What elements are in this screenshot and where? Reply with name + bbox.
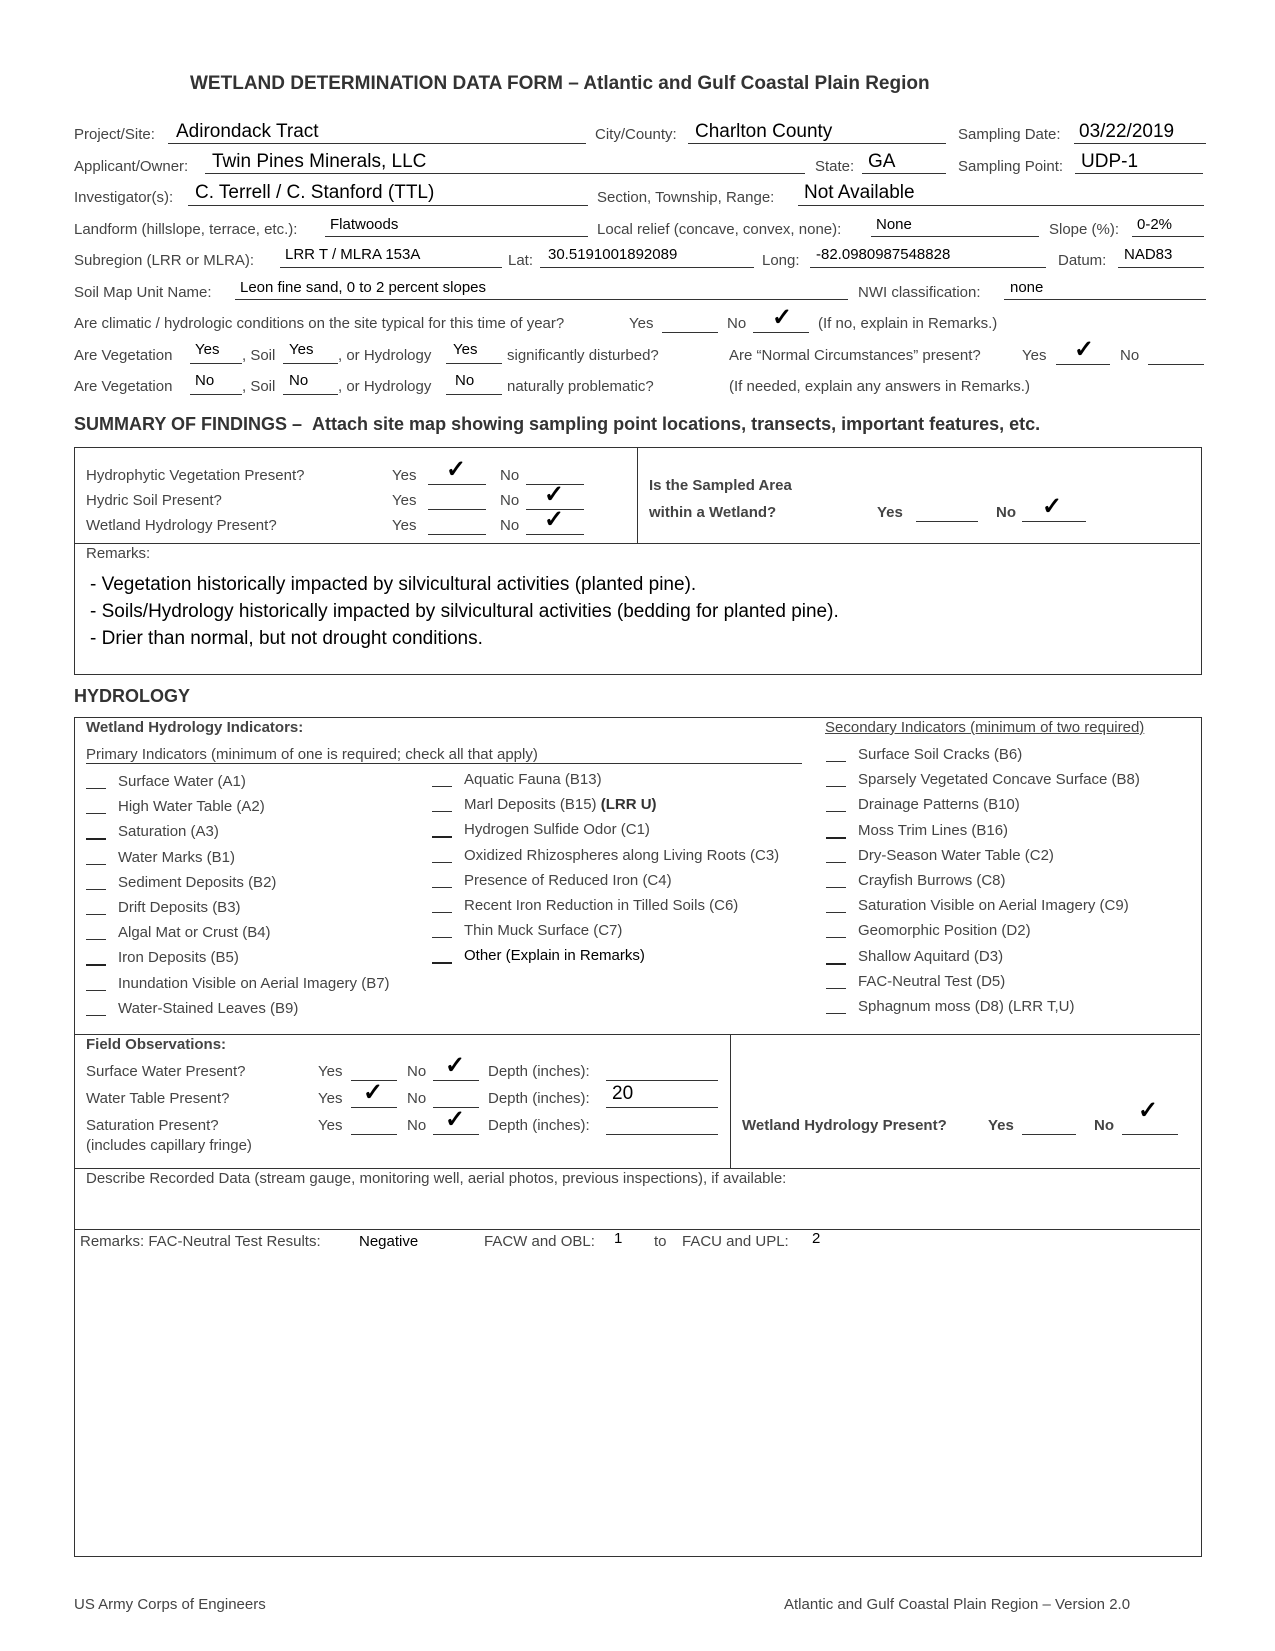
slope-value[interactable]: 0-2% [1137, 216, 1173, 233]
surface-water-no-field[interactable] [433, 1080, 479, 1081]
recorded-data-label: Describe Recorded Data (stream gauge, monitoring well, aerial photos, previous inspections), if available: [86, 1170, 787, 1187]
marl-lrr-suffix: (LRR U) [596, 796, 657, 814]
primary-a-checkbox[interactable] [86, 838, 106, 840]
facu-value[interactable]: 2 [812, 1230, 821, 1247]
footer-left: US Army Corps of Engineers [74, 1596, 266, 1613]
project-value[interactable]: Adirondack Tract [176, 121, 319, 142]
city-value[interactable]: Charlton County [695, 121, 833, 142]
climatic-explain: (If no, explain in Remarks.) [818, 315, 998, 332]
saturation-no-check: ✓ [445, 1106, 466, 1133]
sampled-no-check: ✓ [1042, 493, 1063, 520]
normal-no-field[interactable] [1148, 364, 1204, 365]
primary-a-checkbox[interactable] [86, 964, 106, 966]
needed-note: (If needed, explain any answers in Remarks.) [729, 378, 1030, 395]
water-table-label: Water Table Present? [86, 1090, 230, 1107]
primary-b-checkbox[interactable] [432, 912, 452, 913]
primary-a-checkbox[interactable] [86, 990, 106, 991]
secondary-label: Dry-Season Water Table (C2) [858, 846, 1054, 864]
problem-hydro-value[interactable]: No [455, 372, 475, 389]
primary-a-label: Saturation (A3) [118, 823, 219, 841]
saturation-yes-label: Yes [318, 1117, 343, 1134]
primary-b-label: Thin Muck Surface (C7) [464, 922, 623, 940]
point-label: Sampling Point: [958, 158, 1064, 175]
hydrophytic-yes-check: ✓ [446, 456, 467, 483]
sampled-no-field[interactable] [1022, 521, 1086, 522]
lat-label: Lat: [508, 252, 534, 269]
problem-soil-label: , Soil [242, 378, 276, 395]
field-observations-label: Field Observations: [86, 1036, 227, 1053]
datum-value[interactable]: NAD83 [1124, 246, 1173, 263]
wetland-hydro-no-field[interactable] [1122, 1134, 1178, 1135]
disturbed-hydro-label: , or Hydrology [338, 347, 432, 364]
disturbed-soil-label: , Soil [242, 347, 276, 364]
primary-a-checkbox[interactable] [86, 1015, 106, 1016]
primary-b-checkbox[interactable] [432, 811, 452, 812]
primary-a-label: Water Marks (B1) [118, 848, 235, 866]
wetland-hydrology-yes-field[interactable] [428, 534, 486, 535]
investigator-label: Investigator(s): [74, 189, 174, 206]
water-table-depth-value[interactable]: 20 [612, 1083, 634, 1104]
primary-b-label: Oxidized Rhizospheres along Living Roots (C3) [464, 846, 780, 864]
hydrophytic-label: Hydrophytic Vegetation Present? [86, 467, 305, 484]
primary-a-checkbox[interactable] [86, 813, 106, 814]
secondary-checkbox[interactable] [826, 862, 846, 863]
summary-remark-1: - Vegetation historically impacted by silvicultural activities (planted pine). [90, 574, 697, 595]
applicant-value[interactable]: Twin Pines Minerals, LLC [212, 151, 427, 172]
nwi-label: NWI classification: [858, 284, 981, 301]
summary-remarks-label: Remarks: [86, 545, 151, 562]
secondary-label: Secondary Indicators (minimum of two required) [825, 719, 1145, 736]
secondary-checkbox[interactable] [826, 912, 846, 913]
primary-b-checkbox[interactable] [432, 836, 452, 838]
summary-heading: SUMMARY OF FINDINGS – Attach site map showing sampling point locations, transects, important features, etc. [74, 414, 1041, 434]
disturbed-text: significantly disturbed? [507, 347, 659, 364]
primary-b-checkbox[interactable] [432, 887, 452, 888]
summary-remark-2: - Soils/Hydrology historically impacted by silvicultural activities (bedding for planted pine). [90, 601, 839, 622]
saturation-no-label: No [407, 1117, 427, 1134]
hydric-no-check: ✓ [544, 481, 565, 508]
primary-a-label: Inundation Visible on Aerial Imagery (B7) [118, 974, 390, 992]
landform-value[interactable]: Flatwoods [330, 216, 399, 233]
applicant-label: Applicant/Owner: [74, 158, 189, 175]
wetland-hydrology-yes-label: Yes [392, 517, 417, 534]
secondary-label: Drainage Patterns (B10) [858, 796, 1020, 814]
state-value[interactable]: GA [868, 151, 896, 172]
secondary-label: Sparsely Vegetated Concave Surface (B8) [858, 771, 1140, 789]
surface-water-no-label: No [407, 1063, 427, 1080]
hydric-no-label: No [500, 492, 520, 509]
sampled-area-label-2: within a Wetland? [649, 504, 777, 521]
surface-water-depth-label: Depth (inches): [488, 1063, 590, 1080]
primary-b-label: Recent Iron Reduction in Tilled Soils (C6) [464, 897, 739, 914]
date-value[interactable]: 03/22/2019 [1079, 121, 1175, 142]
wetland-hydrology-no-field[interactable] [526, 534, 584, 535]
wetland-hydro-no-label: No [1094, 1117, 1114, 1134]
point-value[interactable]: UDP-1 [1081, 151, 1139, 172]
secondary-label: Crayfish Burrows (C8) [858, 872, 1006, 889]
disturbed-veg-value[interactable]: Yes [195, 341, 220, 358]
water-table-depth-label: Depth (inches): [488, 1090, 590, 1107]
water-table-yes-check: ✓ [363, 1079, 384, 1106]
hydric-yes-field[interactable] [428, 509, 486, 510]
hydric-yes-label: Yes [392, 492, 417, 509]
primary-a-label: Iron Deposits (B5) [118, 949, 239, 967]
indicators-label: Wetland Hydrology Indicators: [86, 719, 304, 736]
primary-b-label: Other (Explain in Remarks) [464, 947, 645, 965]
water-table-yes-field[interactable] [351, 1107, 397, 1108]
soil-map-label: Soil Map Unit Name: [74, 284, 212, 301]
normal-yes-check: ✓ [1074, 336, 1095, 363]
problem-text: naturally problematic? [507, 378, 654, 395]
surface-water-no-check: ✓ [445, 1052, 466, 1079]
primary-b-label: Hydrogen Sulfide Odor (C1) [464, 821, 650, 839]
primary-b-checkbox[interactable] [432, 786, 452, 787]
climatic-yes-label: Yes [629, 315, 654, 332]
slope-label: Slope (%): [1049, 221, 1120, 238]
climatic-no-label: No [727, 315, 747, 332]
secondary-label: Sphagnum moss (D8) (LRR T,U) [858, 998, 1075, 1015]
saturation-no-field[interactable] [433, 1134, 479, 1135]
problem-veg-label: Are Vegetation [74, 378, 173, 395]
secondary-checkbox[interactable] [826, 761, 846, 762]
normal-question: Are “Normal Circumstances” present? [729, 347, 981, 364]
secondary-checkbox[interactable] [826, 786, 846, 787]
facw-value[interactable]: 1 [614, 1230, 623, 1247]
investigator-value[interactable]: C. Terrell / C. Stanford (TTL) [195, 182, 435, 203]
secondary-label: FAC-Neutral Test (D5) [858, 972, 1006, 990]
hydric-label: Hydric Soil Present? [86, 492, 222, 509]
primary-b-label: Presence of Reduced Iron (C4) [464, 871, 672, 889]
secondary-checkbox[interactable] [826, 837, 846, 839]
climatic-yes-field[interactable] [662, 332, 718, 333]
state-label: State: [815, 158, 855, 175]
climatic-no-field[interactable] [753, 332, 809, 333]
sampled-yes-field[interactable] [916, 521, 978, 522]
sampled-yes-label: Yes [877, 504, 903, 521]
secondary-checkbox[interactable] [826, 937, 846, 938]
section-label: Section, Township, Range: [597, 189, 775, 206]
sampled-area-label-1: Is the Sampled Area [649, 477, 792, 494]
disturbed-hydro-value[interactable]: Yes [453, 341, 478, 358]
primary-a-label: High Water Table (A2) [118, 798, 265, 816]
secondary-checkbox[interactable] [826, 811, 846, 812]
primary-b-label: Aquatic Fauna (B13) [464, 771, 602, 788]
to-label: to [654, 1233, 667, 1250]
primary-b-checkbox[interactable] [432, 962, 452, 964]
normal-yes-field[interactable] [1056, 364, 1110, 365]
surface-water-label: Surface Water Present? [86, 1063, 246, 1080]
primary-b-label: Marl Deposits (B15) (LRR U) [464, 796, 657, 814]
disturbed-soil-value[interactable]: Yes [289, 341, 314, 358]
form-title: WETLAND DETERMINATION DATA FORM – Atlantic and Gulf Coastal Plain Region [190, 73, 930, 94]
secondary-label: Saturation Visible on Aerial Imagery (C9) [858, 897, 1129, 915]
primary-a-checkbox[interactable] [86, 788, 106, 789]
city-label: City/County: [595, 126, 677, 143]
secondary-checkbox[interactable] [826, 887, 846, 888]
hydrophytic-yes-label: Yes [392, 467, 417, 484]
sampled-no-label: No [996, 504, 1016, 521]
primary-a-label: Water-Stained Leaves (B9) [118, 999, 299, 1017]
fac-result-value[interactable]: Negative [359, 1233, 419, 1250]
saturation-depth-field[interactable] [606, 1134, 718, 1135]
normal-yes-label: Yes [1022, 347, 1047, 364]
climatic-question: Are climatic / hydrologic conditions on the site typical for this time of year? [74, 315, 565, 332]
long-value[interactable]: -82.0980987548828 [816, 246, 951, 263]
wetland-hydro-yes-label: Yes [988, 1117, 1014, 1134]
secondary-checkbox[interactable] [826, 988, 846, 989]
primary-a-checkbox[interactable] [86, 914, 106, 915]
subregion-value[interactable]: LRR T / MLRA 153A [285, 246, 421, 263]
footer-right: Atlantic and Gulf Coastal Plain Region – Version 2.0 [784, 1596, 1131, 1613]
primary-label: Primary Indicators (minimum of one is required; check all that apply) [86, 746, 538, 763]
nwi-value[interactable]: none [1010, 279, 1044, 296]
primary-a-checkbox[interactable] [86, 864, 106, 865]
relief-label: Local relief (concave, convex, none): [597, 221, 842, 238]
saturation-yes-field[interactable] [351, 1134, 397, 1135]
wetland-hydrology-no-label: No [500, 517, 520, 534]
surface-water-yes-label: Yes [318, 1063, 343, 1080]
primary-a-label: Drift Deposits (B3) [118, 899, 241, 916]
water-table-yes-label: Yes [318, 1090, 343, 1107]
problem-veg-value[interactable]: No [195, 372, 215, 389]
fac-remarks-label: Remarks: FAC-Neutral Test Results: [80, 1233, 321, 1250]
long-label: Long: [762, 252, 800, 269]
secondary-label: Surface Soil Cracks (B6) [858, 746, 1023, 763]
hydrophytic-no-label: No [500, 467, 520, 484]
wetland-hydro-no-check: ✓ [1138, 1097, 1159, 1124]
facu-label: FACU and UPL: [682, 1233, 789, 1250]
secondary-checkbox[interactable] [826, 1013, 846, 1014]
secondary-checkbox[interactable] [826, 963, 846, 965]
datum-label: Datum: [1058, 252, 1107, 269]
secondary-label: Shallow Aquitard (D3) [858, 947, 1004, 965]
saturation-note: (includes capillary fringe) [86, 1137, 252, 1154]
saturation-depth-label: Depth (inches): [488, 1117, 590, 1134]
hydrophytic-yes-field[interactable] [428, 484, 486, 485]
lat-value[interactable]: 30.5191001892089 [548, 246, 678, 263]
wetland-hydro-present-label: Wetland Hydrology Present? [742, 1117, 947, 1134]
primary-b-checkbox[interactable] [432, 862, 452, 863]
problem-soil-value[interactable]: No [289, 372, 309, 389]
soil-map-value[interactable]: Leon fine sand, 0 to 2 percent slopes [240, 279, 487, 296]
primary-a-label: Surface Water (A1) [118, 773, 246, 790]
hydrology-heading: HYDROLOGY [74, 686, 191, 706]
secondary-label: Geomorphic Position (D2) [858, 922, 1031, 940]
saturation-label: Saturation Present? [86, 1117, 219, 1134]
primary-a-checkbox[interactable] [86, 889, 106, 890]
section-value[interactable]: Not Available [804, 182, 915, 203]
relief-value[interactable]: None [876, 216, 912, 233]
date-label: Sampling Date: [958, 126, 1061, 143]
wetland-hydrology-label: Wetland Hydrology Present? [86, 517, 277, 534]
project-label: Project/Site: [74, 126, 155, 143]
problem-hydro-label: , or Hydrology [338, 378, 432, 395]
summary-remark-3: - Drier than normal, but not drought conditions. [90, 628, 483, 649]
wetland-hydrology-no-check: ✓ [544, 506, 565, 533]
subregion-label: Subregion (LRR or MLRA): [74, 252, 255, 269]
landform-label: Landform (hillslope, terrace, etc.): [74, 221, 298, 238]
climatic-no-check: ✓ [772, 304, 793, 331]
normal-no-label: No [1120, 347, 1140, 364]
primary-a-label: Sediment Deposits (B2) [118, 873, 277, 891]
surface-water-depth-field[interactable] [606, 1080, 718, 1081]
disturbed-veg-label: Are Vegetation [74, 347, 173, 364]
wetland-hydro-yes-field[interactable] [1022, 1134, 1076, 1135]
primary-b-checkbox[interactable] [432, 937, 452, 938]
primary-a-checkbox[interactable] [86, 939, 106, 940]
secondary-label: Moss Trim Lines (B16) [858, 821, 1009, 839]
primary-a-label: Algal Mat or Crust (B4) [118, 924, 271, 942]
water-table-no-label: No [407, 1090, 427, 1107]
facw-label: FACW and OBL: [484, 1233, 595, 1250]
